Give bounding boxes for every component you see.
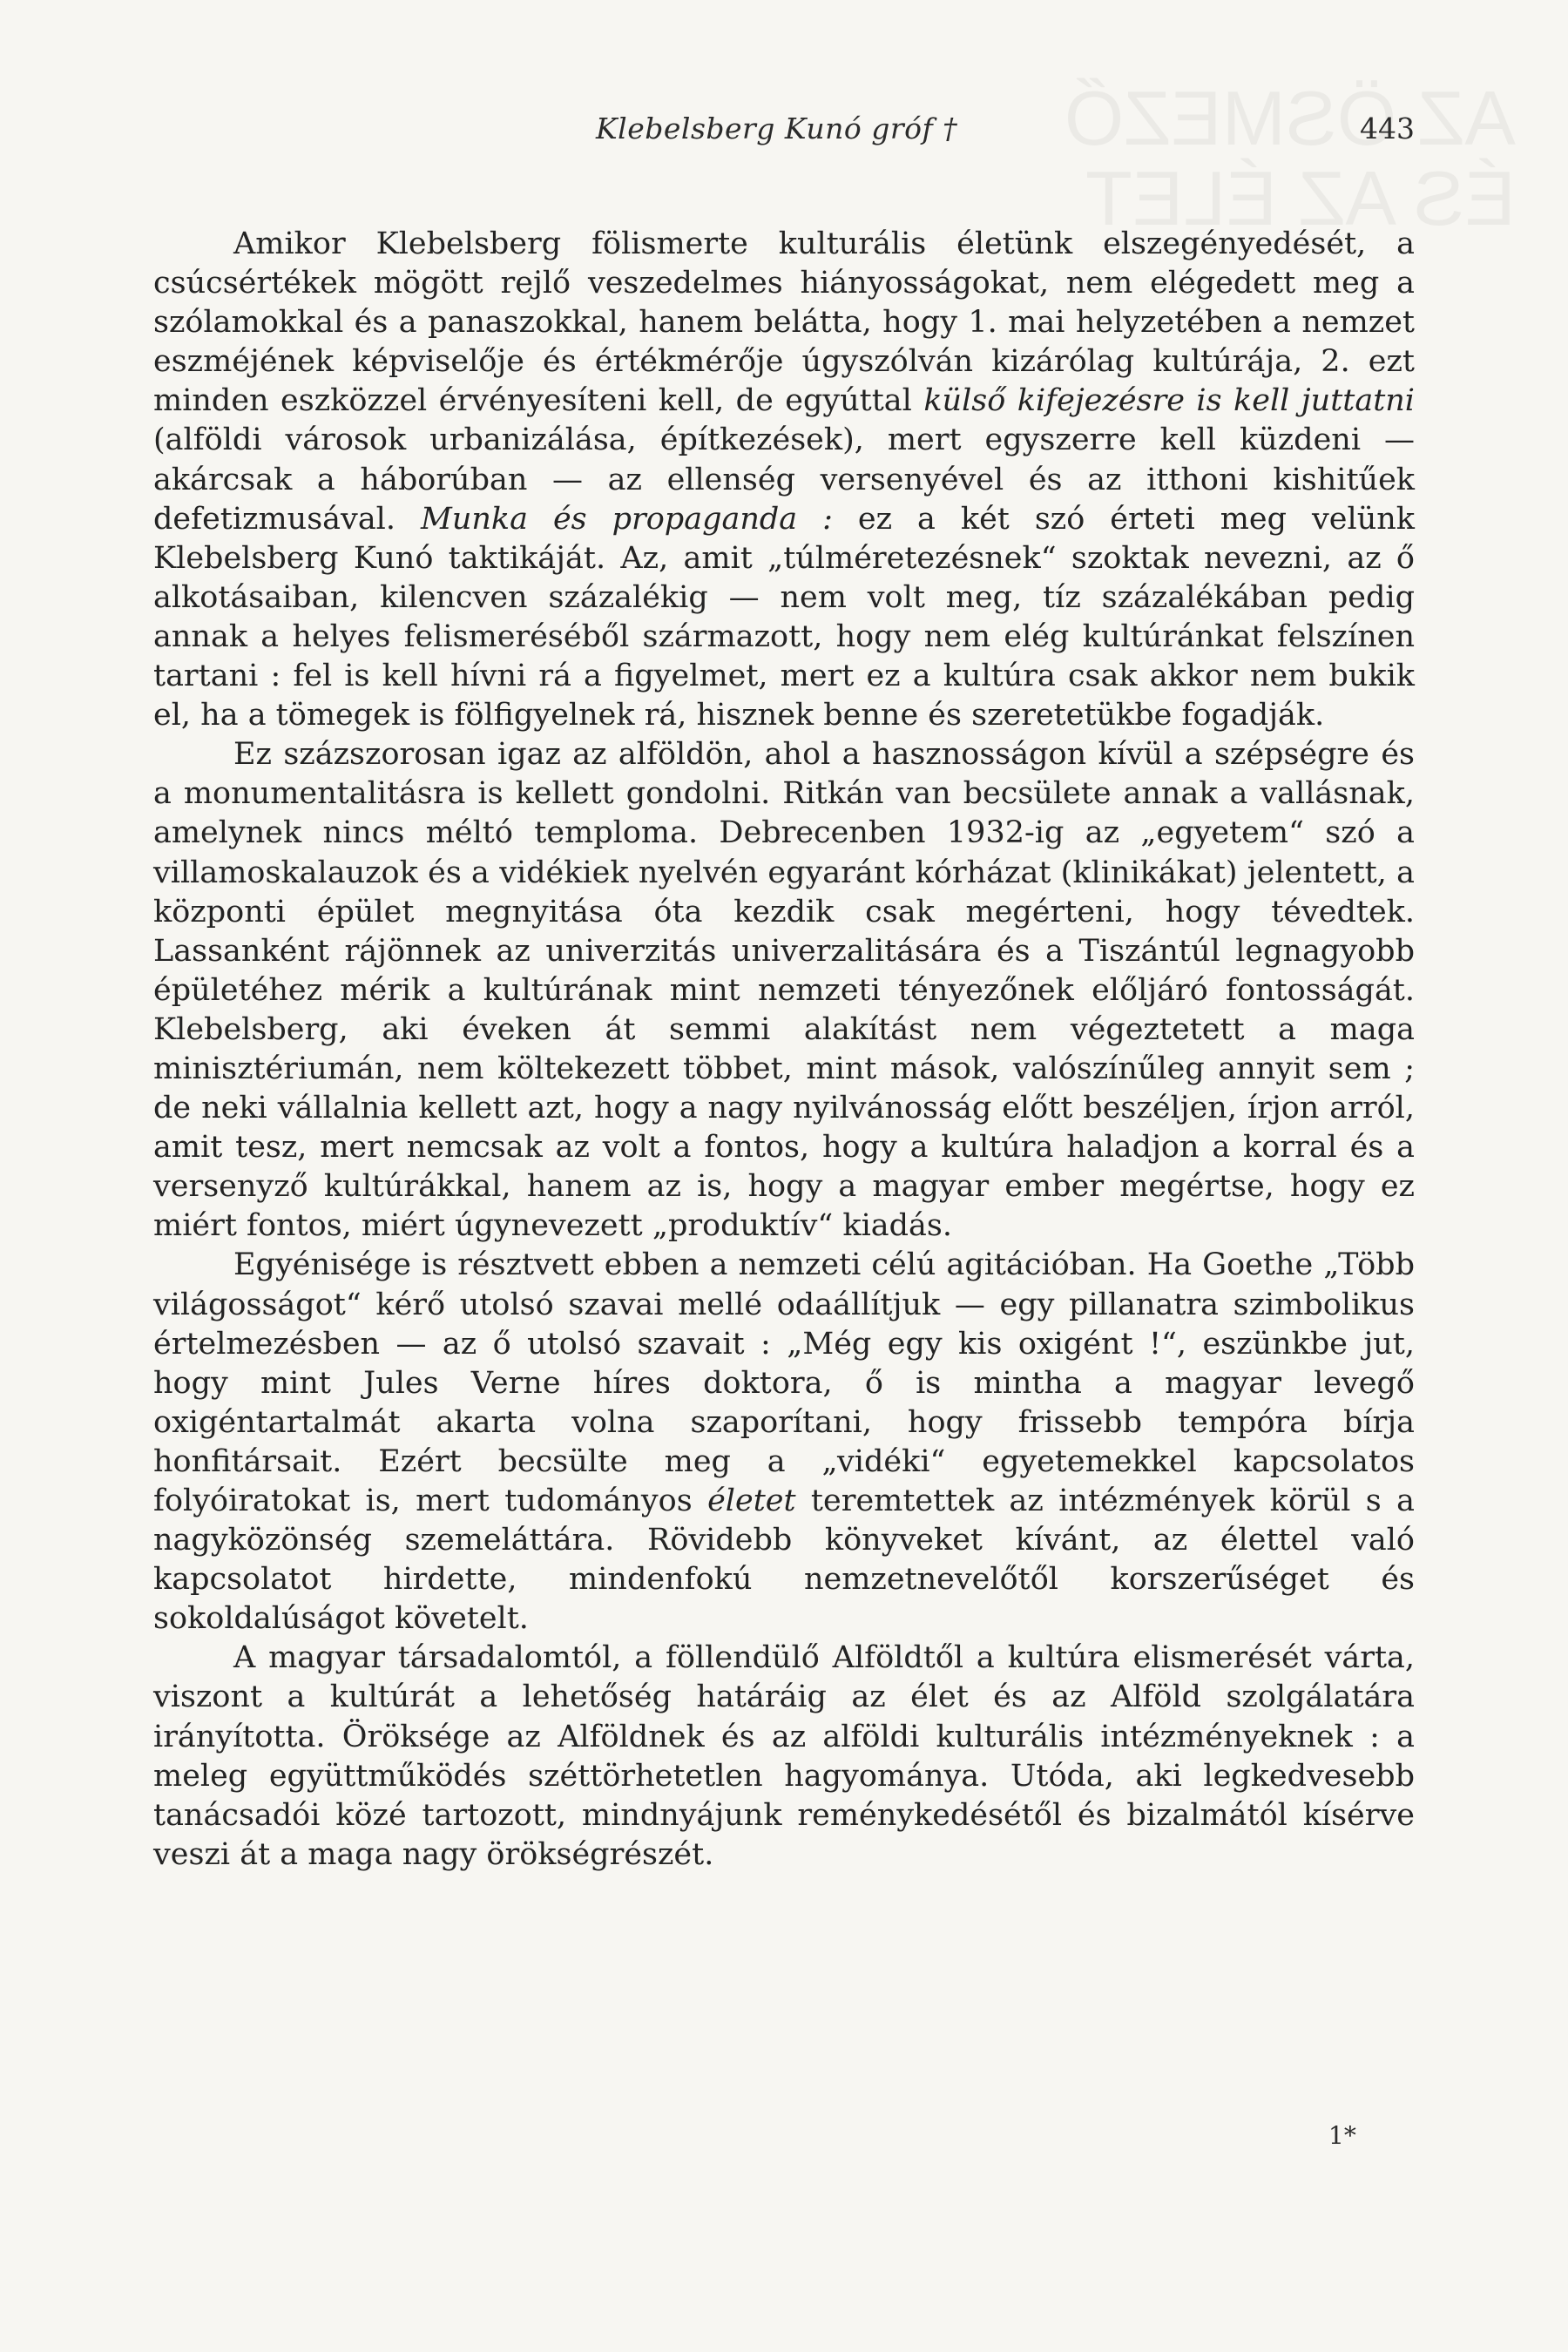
- page-number: 443: [1360, 112, 1415, 145]
- italic-run: külső kifejezésre is kell juttatni: [923, 383, 1415, 419]
- text-run: Amikor Klebelsberg fölismerte kulturális életünk elszegényedését, a csúcsértékek mögött rejlő veszedelmes hiányosságokat, nem elégedett meg a szólamokkal és a panaszokkal, hanem belátta, hogy 1. mai helyzetében a nemzet eszméjének képviselője és értékmérője úgyszólván kizárólag kultúrája, 2. ezt minden eszközzel érvényesíteni kell, de egyúttal: [153, 226, 1415, 419]
- italic-run: életet: [707, 1484, 796, 1518]
- text-run: ez a két szó érteti meg velünk Klebelsberg Kunó taktikáját. Az, amit „túlméretezésnek“ szoktak nevezni, az ő alkotásaiban, kilencven százalékig — nem volt meg, tíz százalékában pedig annak a helyes felismeréséből származott, hogy nem elég kultúránkat felszínen tartani : fel is kell hívni rá a figyelmet, mert ez a kultúra csak akkor nem bukik el, ha a tömegek is fölfigyelnek rá, hisznek benne és szeretetükbe fogadják.: [153, 501, 1415, 733]
- paragraph: [153, 1246, 1415, 1639]
- signature-mark: 1*: [1328, 2121, 1356, 2150]
- text-run: A magyar társadalomtól, a föllendülő Alföldtől a kultúra elismerését várta, viszont a kultúrát a lehetőség határáig az élet és az Alföld szolgálatára irányította. Öröksége az Alföldnek és az alföldi kulturális intézményeknek : a meleg együttműködés széttörhetetlen hagyománya. Utóda, aki legkedvesebb tanácsadói közé tartozott, mindnyájunk reménykedésétől és bizalmától kísérve veszi át a maga nagy örökségrészét.: [153, 1640, 1415, 1872]
- text-run: (alföldi városok urbanizálása, építkezések), mert egyszerre kell küzdeni — akárcsak a háborúban — az ellenség versenyével és az itthoni kishitűek defetizmusával.: [153, 422, 1415, 537]
- paragraph: [153, 735, 1415, 1246]
- text-run: Ez százszorosan igaz az alföldön, ahol a hasznosságon kívül a szépségre és a monumentalitásra is kellett gondolni. Ritkán van becsülete annak a vallásnak, amelynek nincs méltó temploma. Debrecenben 1932-ig az „egyetem“ szó a villamoskalauzok és a vidékiek nyelvén egyaránt kórházat (klinikákat) jelentett, a központi épület megnyitása óta kezdik csak megérteni, hogy tévedtek. Lassanként rájönnek az univerzitás univerzalitására és a Tiszántúl legnagyobb épületéhez mérik a kultúrának mint nemzeti tényezőnek előljáró fontosságát. Klebelsberg, aki éveken át semmi alakítást nem végeztetett a maga minisztériumán, nem költekezett többet, mint mások, valószínűleg annyit sem ; de neki vállalnia kellett azt, hogy a nagy nyilvánosság előtt beszéljen, írjon arról, amit tesz, mert nemcsak az volt a fontos, hogy a kultúra haladjon a korral és a versenyző kultúrákkal, hanem az is, hogy a magyar ember megértse, hogy ez miért fontos, miért úgynevezett „produktív“ kiadás.: [153, 737, 1415, 1244]
- body-text: [153, 225, 1415, 1875]
- text-run: teremtettek az intézmények körül s a nagyközönség szemeláttára. Rövidebb könyveket kívánt, az élettel való kapcsolatot hirdette, mindenfokú nemzetnevelőtől korszerűséget és sokoldalúságot követelt.: [153, 1484, 1415, 1637]
- italic-run: Munka és propaganda :: [420, 501, 833, 537]
- running-title: Klebelsberg Kunó gróf †: [596, 112, 958, 145]
- text-run: Egyénisége is résztvett ebben a nemzeti célú agitációban. Ha Goethe „Több világosságot“ kérő utolsó szavai mellé odaállítjuk — egy pillanatra szimbolikus értelmezésben — az ő utolsó szavait : „Még egy kis oxigént !“, eszünkbe jut, hogy mint Jules Verne híres doktora, ő is mintha a magyar levegő oxigéntartalmát akarta volna szaporítani, hogy frissebb tempóra bírja honfitársait. Ezért becsülte meg a „vidéki“ egyetemekkel kapcsolatos folyóiratokat is, mert tudományos: [153, 1247, 1415, 1518]
- paragraph: [153, 225, 1415, 735]
- running-head: [153, 112, 1415, 155]
- paragraph: [153, 1639, 1415, 1875]
